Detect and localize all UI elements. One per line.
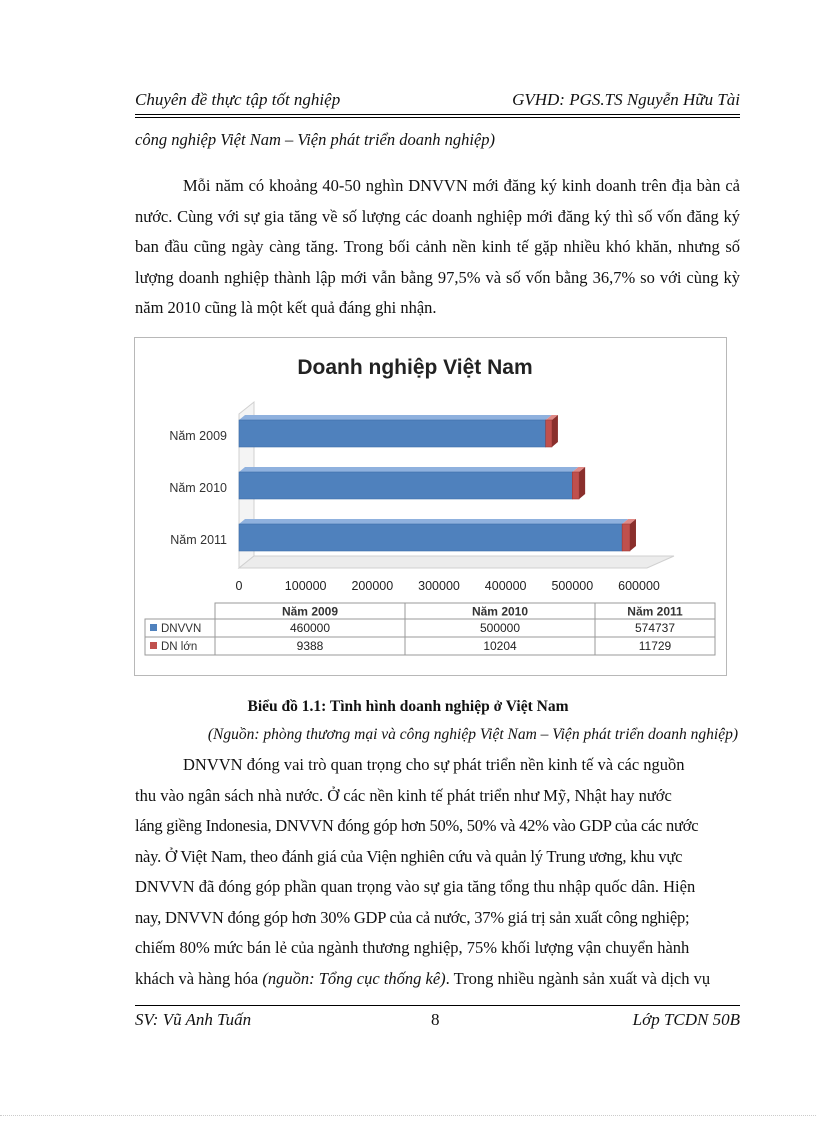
paragraph-2-line: DNVVN đóng vai trò quan trọng cho sự phát triển nền kinh tế và các nguồn bbox=[183, 755, 685, 774]
chart-caption: Biểu đồ 1.1: Tình hình doanh nghiệp ở Việt Nam bbox=[247, 698, 569, 715]
category-label: Năm 2009 bbox=[169, 429, 227, 443]
bar-DNVVN-Năm 2011 bbox=[239, 524, 622, 551]
paragraph-2-line: nay, DNVVN đóng góp hơn 30% GDP của cả nước, 37% giá trị sản xuất công nghiệp; bbox=[135, 907, 690, 927]
bar-side-face bbox=[552, 415, 558, 447]
page-number: 8 bbox=[431, 1010, 440, 1029]
footer-student-name: SV: Vũ Anh Tuấn bbox=[135, 1010, 252, 1029]
bar-side-face bbox=[630, 519, 636, 551]
continued-citation: công nghiệp Việt Nam – Viện phát triển doanh nghiệp) bbox=[135, 130, 496, 149]
footer-class: Lớp TCDN 50B bbox=[632, 1010, 740, 1029]
paragraph-2-line: chiếm 80% mức bán lẻ của ngành thương nghiệp, 75% khối lượng vận chuyển hành bbox=[135, 938, 690, 957]
category-label: Năm 2010 bbox=[169, 481, 227, 495]
x-tick-label: 0 bbox=[235, 579, 243, 593]
paragraph-1-text: Mỗi năm có khoảng 40-50 nghìn DNVVN mới đăng ký kinh doanh trên địa bàn cả nước. Cùng với sự gia tăng về số lượng các doanh nghiệp mới đăng ký thì số vốn đăng ký ban đầu cũng ngày càng tăng. Trong bối cảnh nền kinh tế gặp nhiều khó khăn, nhưng số lượng doanh nghiệp thành lập mới vẫn bằng 97,5% và số vốn bằng 36,7% so với cùng kỳ năm 2010 cũng là một kết quả đáng ghi nhận. bbox=[135, 176, 740, 317]
bar-DNVVN-Năm 2010 bbox=[239, 472, 572, 499]
table-value-cell: 10204 bbox=[483, 639, 517, 653]
x-tick-label: 100000 bbox=[284, 579, 327, 593]
page-edge bbox=[0, 1115, 816, 1116]
bar-top-face bbox=[239, 415, 552, 420]
header-rule bbox=[135, 114, 740, 115]
table-header-cell: Năm 2010 bbox=[471, 604, 529, 619]
paragraph-2 bbox=[135, 750, 740, 994]
bar-DN lớn-Năm 2011 bbox=[622, 524, 630, 551]
x-tick-label: 300000 bbox=[418, 579, 460, 593]
paragraph-1 bbox=[135, 171, 740, 324]
category-label: Năm 2011 bbox=[170, 533, 227, 547]
table-value-cell: 11729 bbox=[638, 639, 672, 653]
chart-source: (Nguồn: phòng thương mại và công nghiệp Việt Nam – Viện phát triển doanh nghiệp) bbox=[207, 726, 738, 743]
table-value-cell: 500000 bbox=[479, 621, 521, 635]
bar-DNVVN-Năm 2009 bbox=[239, 420, 546, 447]
footer-rule bbox=[135, 1005, 740, 1006]
x-tick-label: 500000 bbox=[551, 579, 594, 593]
legend-label: DN lớn bbox=[161, 641, 198, 653]
paragraph-2-line bbox=[135, 964, 740, 995]
bar-DN lớn-Năm 2010 bbox=[572, 472, 579, 499]
x-tick-label: 200000 bbox=[351, 579, 394, 593]
chart-container bbox=[134, 337, 727, 676]
bar-top-face bbox=[239, 467, 578, 472]
bar-chart bbox=[135, 338, 726, 675]
legend-swatch-DNVVN bbox=[150, 624, 157, 631]
statistics-source-citation: (nguồn: Tổng cục thống kê) bbox=[262, 968, 446, 988]
paragraph-2-line: DNVVN đã đóng góp phần quan trọng vào sự gia tăng tổng thu nhập quốc dân. Hiện bbox=[135, 877, 696, 896]
header-left-text: Chuyên đề thực tập tốt nghiệp bbox=[135, 90, 341, 109]
table-value-cell: 460000 bbox=[289, 621, 331, 635]
paragraph-2-text: . Trong nhiều ngành sản xuất và dịch vụ bbox=[445, 968, 711, 988]
page-header bbox=[135, 86, 740, 112]
x-tick-label: 400000 bbox=[484, 579, 527, 593]
table-value-cell: 574737 bbox=[634, 621, 676, 635]
paragraph-2-line: láng giềng Indonesia, DNVVN đóng góp hơn 50%, 50% và 42% vào GDP của các nước bbox=[135, 816, 699, 835]
header-right-text: GVHD: PGS.TS Nguyễn Hữu Tài bbox=[512, 90, 740, 109]
bar-DN lớn-Năm 2009 bbox=[546, 420, 552, 447]
chart-title: Doanh nghiệp Việt Nam bbox=[297, 356, 533, 379]
paragraph-2-line: này. Ở Việt Nam, theo đánh giá của Viện nghiên cứu và quản lý Trung ương, khu vực bbox=[135, 846, 683, 866]
chart-floor bbox=[239, 556, 674, 568]
table-header-cell: Năm 2011 bbox=[627, 604, 683, 619]
paragraph-2-text: khách và hàng hóa bbox=[135, 968, 263, 988]
table-value-cell: 9388 bbox=[296, 639, 324, 653]
header-rule-2 bbox=[135, 117, 740, 118]
legend-label: DNVVN bbox=[161, 623, 202, 635]
bar-top-face bbox=[239, 519, 628, 524]
x-tick-label: 600000 bbox=[618, 579, 660, 593]
legend-swatch-DN lớn bbox=[150, 642, 157, 649]
table-header-cell: Năm 2009 bbox=[281, 604, 339, 619]
bar-side-face bbox=[579, 467, 585, 499]
paragraph-2-line: thu vào ngân sách nhà nước. Ở các nền kinh tế phát triển như Mỹ, Nhật hay nước bbox=[135, 785, 672, 805]
